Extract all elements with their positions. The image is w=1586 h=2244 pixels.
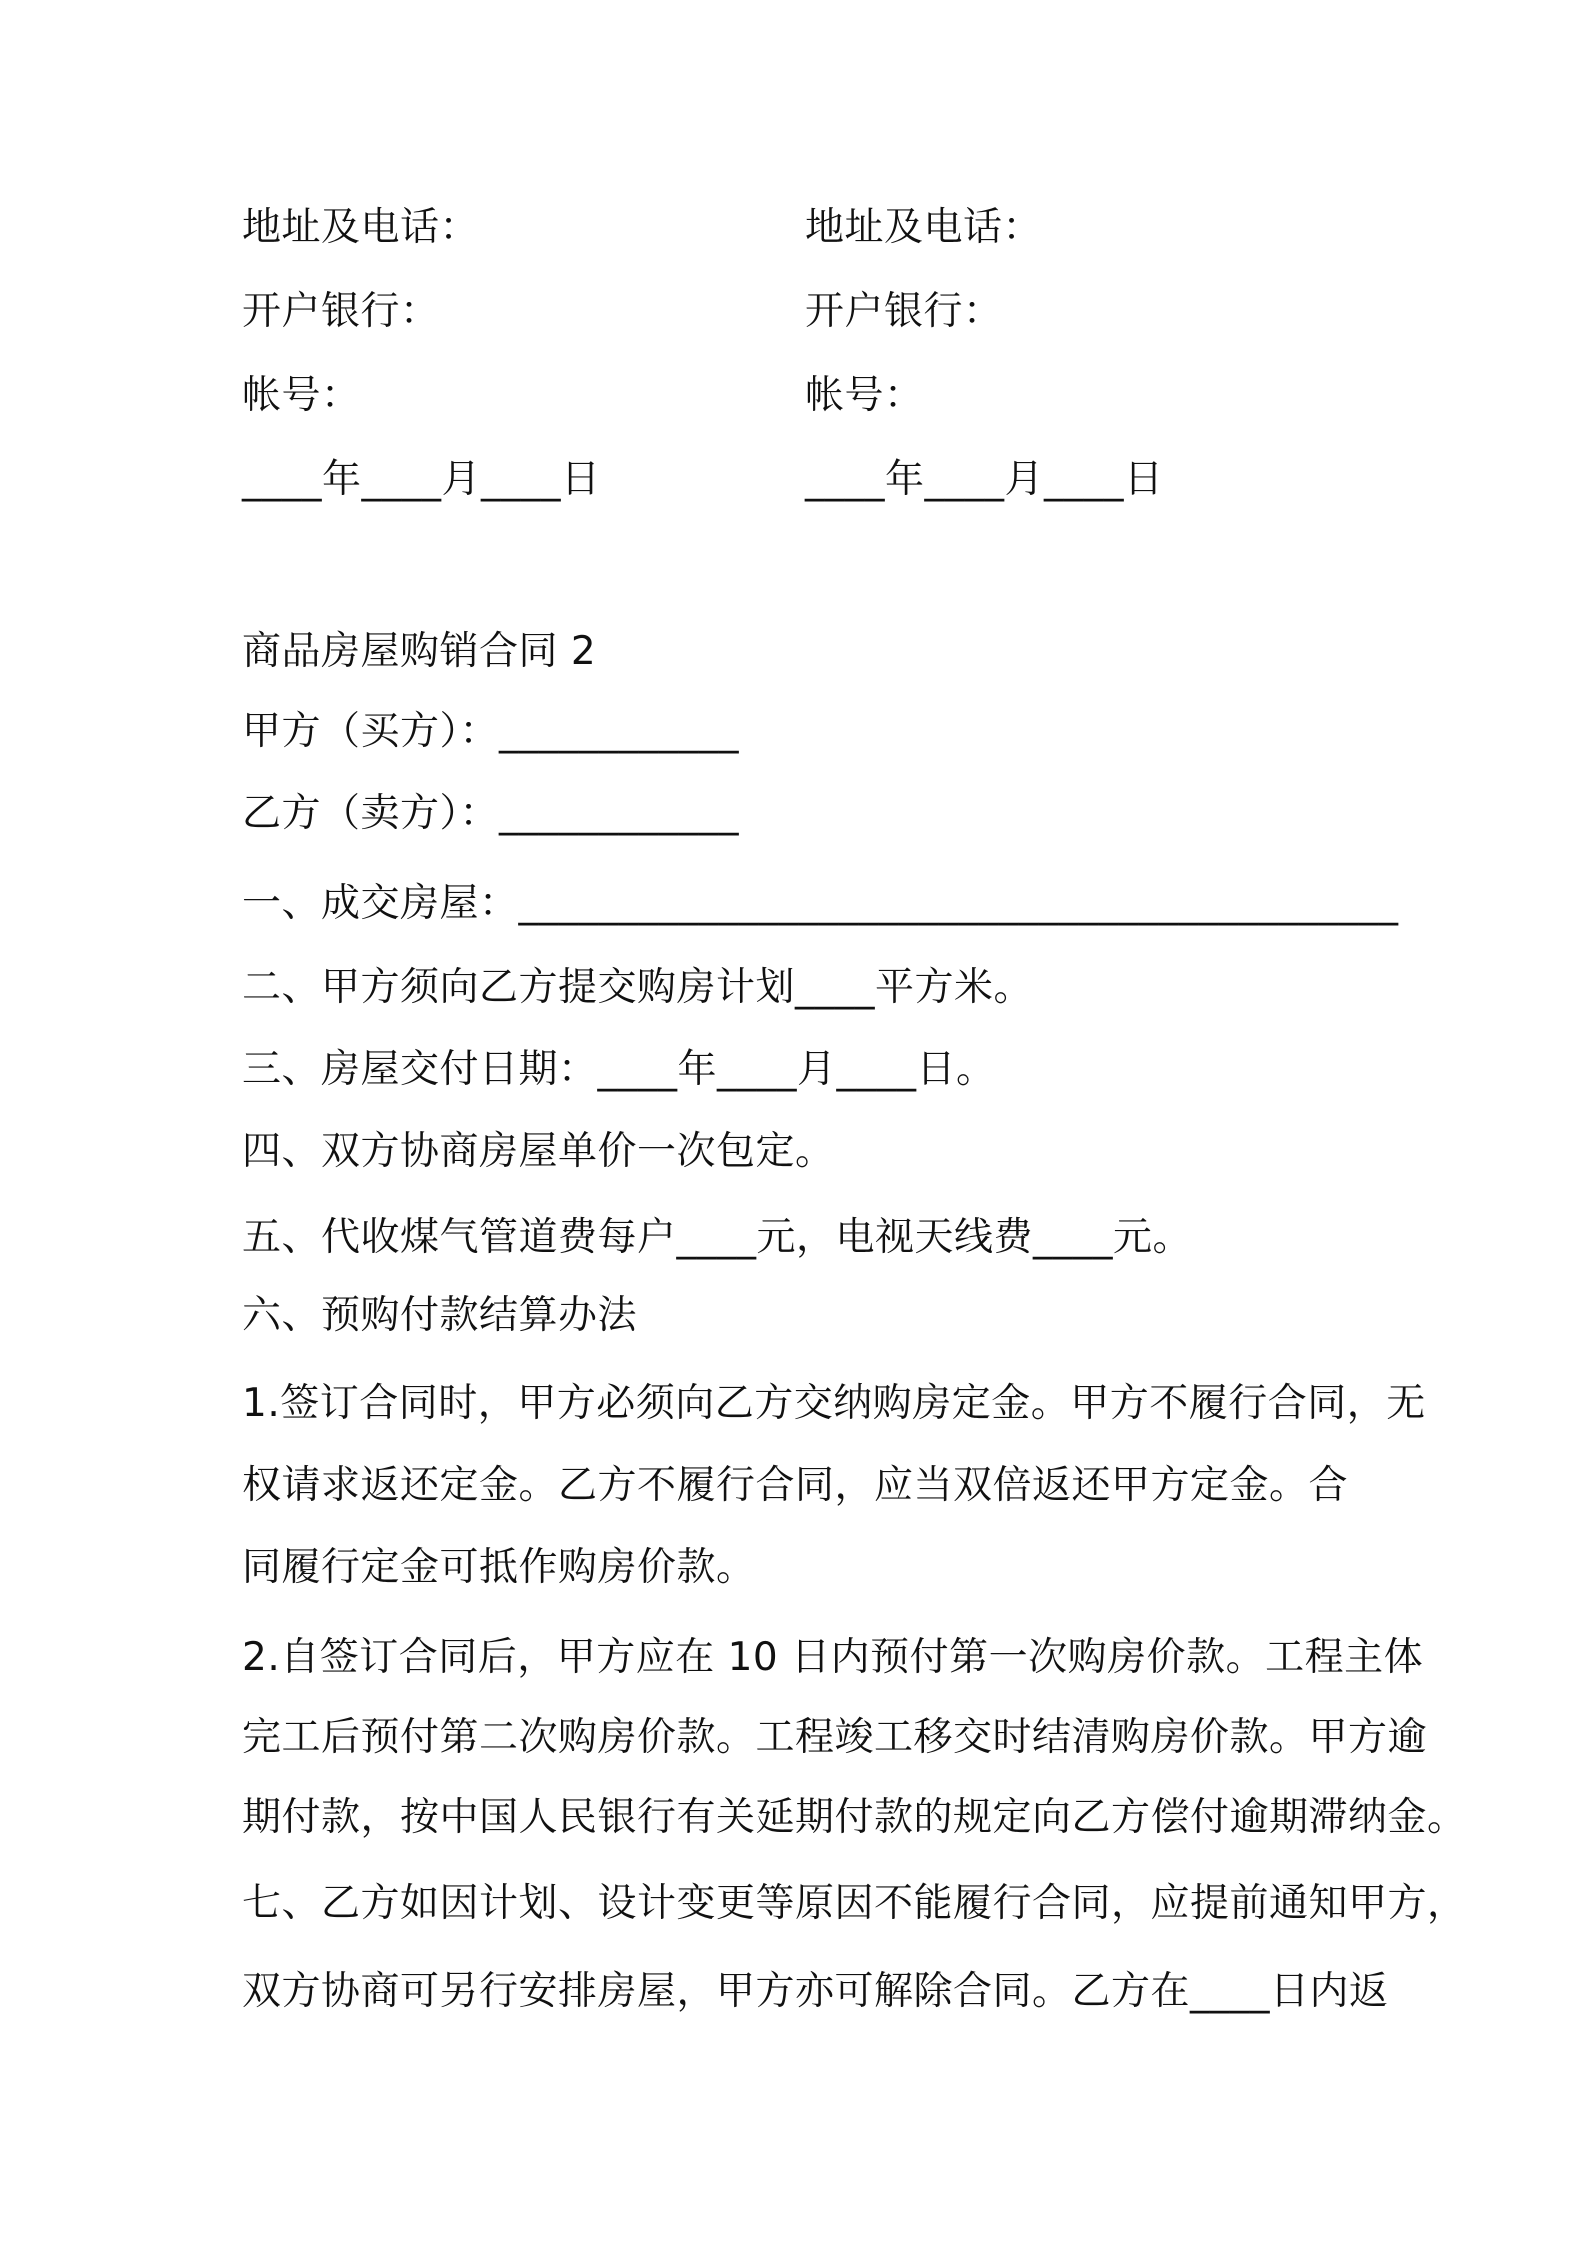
right-account-label: 帐号： xyxy=(805,373,924,418)
party-b-line: 乙方（卖方）：____________ xyxy=(242,791,740,836)
clause-line: 四、双方协商房屋单价一次包定。 xyxy=(242,1129,835,1174)
clause-line: 三、房屋交付日期：____年____月____日。 xyxy=(242,1047,996,1092)
clause-line: 一、成交房屋：____________________________________________ xyxy=(242,881,1399,926)
left-bank-label: 开户银行： xyxy=(242,289,440,334)
right-date-line: ____年____月____日 xyxy=(805,457,1164,502)
clause-line: 七、乙方如因计划、设计变更等原因不能履行合同，应提前通知甲方， xyxy=(242,1881,1467,1926)
clause-line: 六、预购付款结算办法 xyxy=(242,1293,638,1338)
clause-line: 同履行定金可抵作购房价款。 xyxy=(242,1545,756,1590)
clause-line: 2.自签订合同后，甲方应在 10 日内预付第一次购房价款。工程主体 xyxy=(242,1635,1424,1680)
left-address-phone-label: 地址及电话： xyxy=(242,205,480,250)
clause-line: 1.签订合同时，甲方必须向乙方交纳购房定金。甲方不履行合同，无 xyxy=(242,1381,1426,1426)
right-address-phone-label: 地址及电话： xyxy=(805,205,1043,250)
clause-line: 五、代收煤气管道费每户____元，电视天线费____元。 xyxy=(242,1215,1193,1260)
contract-title: 商品房屋购销合同 2 xyxy=(242,629,597,674)
clause-line: 双方协商可另行安排房屋，甲方亦可解除合同。乙方在____日内返 xyxy=(242,1969,1389,2014)
clause-line: 期付款，按中国人民银行有关延期付款的规定向乙方偿付逾期滞纳金。 xyxy=(242,1795,1467,1840)
right-bank-label: 开户银行： xyxy=(805,289,1003,334)
clause-line: 完工后预付第二次购房价款。工程竣工移交时结清购房价款。甲方逾 xyxy=(242,1715,1428,1760)
party-a-line: 甲方（买方）：____________ xyxy=(242,709,740,754)
left-date-line: ____年____月____日 xyxy=(242,457,601,502)
left-account-label: 帐号： xyxy=(242,373,361,418)
clause-line: 权请求返还定金。乙方不履行合同，应当双倍返还甲方定金。合 xyxy=(242,1463,1349,1508)
clause-line: 二、甲方须向乙方提交购房计划____平方米。 xyxy=(242,965,1034,1010)
